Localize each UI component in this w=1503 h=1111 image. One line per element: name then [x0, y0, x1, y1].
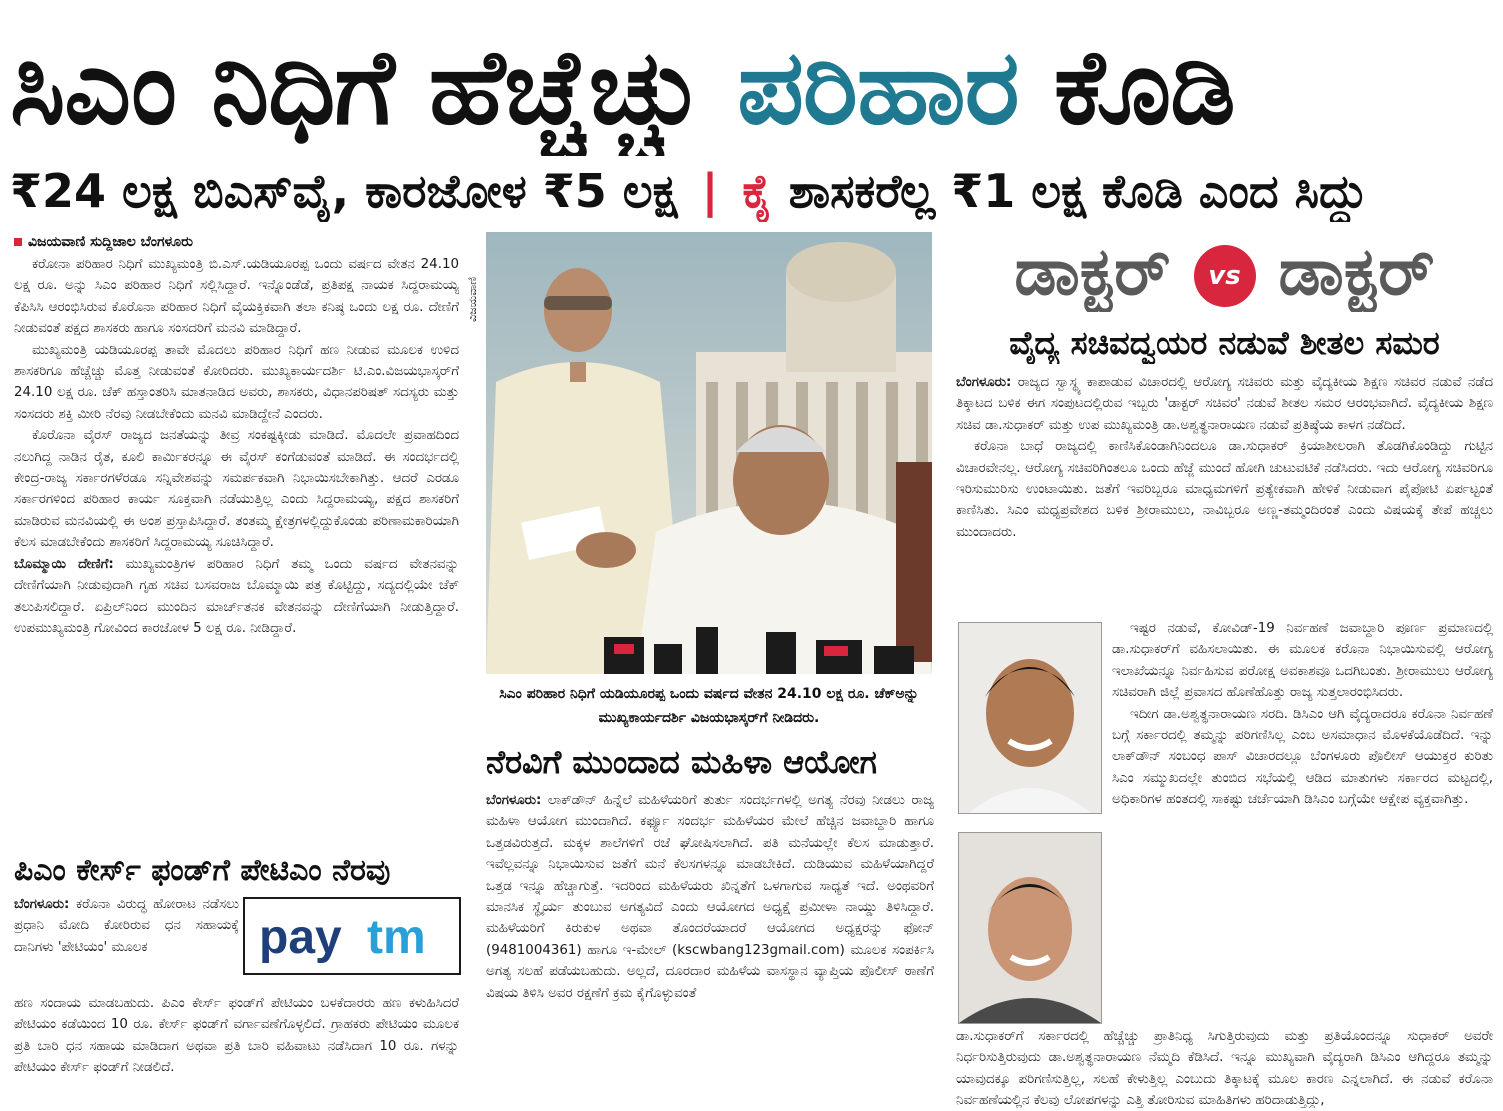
left-article-body	[14, 254, 459, 840]
paytm-heading: ಪಿಎಂ ಕೇರ್ಸ್ ಫಂಡ್‌ಗೆ ಪೇಟಿಎಂ ನೆರವು	[14, 853, 391, 888]
doctor-para2: ಕರೊನಾ ಬಾಧೆ ರಾಜ್ಯದಲ್ಲಿ ಕಾಣಿಸಿಕೊಂಡಾಗಿನಿಂದಲೂ ಡಾ.ಸುಧಾಕರ್ ಕ್ರಿಯಾಶೀಲರಾಗಿ ತೊಡಗಿಕೊಂಡಿದ್ದು ಗುಟ್ಟಿನ ವಿಚಾರವೇನಲ್ಲ. ಆರೋಗ್ಯ ಸಚಿವರಿಗಿಂತಲೂ ಒಂದು ಹೆಜ್ಜೆ ಮುಂದೆ ಹೋಗಿ ಚುಟುವಟಿಕೆ ನಡೆಸಿದರು. ಇದು ಆರೋಗ್ಯ ಸಚಿವರಿಗೂ ಇರಿಸುಮುರಿಸು ಉಂಟಾಯಿತು. ಜತೆಗೆ ಇವರಿಬ್ಬರೂ ಮಾಧ್ಯಮಗಳಿಗೆ ಪ್ರತ್ಯೇಕವಾಗಿ ಹೇಳಿಕೆ ನೀಡುವಾಗ ಪೈಪೋಟಿ ಏರ್ಪಟ್ಟಂತೆ ಕಾಣಿಸಿತು. ಸಿಎಂ ಮಧ್ಯಪ್ರವೇಶದ ಬಳಿಕ ಶ್ರೀರಾಮುಲು, ನಾವಿಬ್ಬರೂ ಅಣ್ಣ-ತಮ್ಮಂದಿರಂತೆ ಎಂದು ವಿಷಯಕ್ಕೆ ತೇಪೆ ಹಚ್ಚಲು ಮುಂದಾದರು.	[956, 439, 1493, 540]
paytm-lead: ಬೆಂಗಳೂರು:	[14, 897, 70, 912]
photo-caption: ಸಿಎಂ ಪರಿಹಾರ ನಿಧಿಗೆ ಯಡಿಯೂರಪ್ಪ ಒಂದು ವರ್ಷದ ವೇತನ 24.10 ಲಕ್ಷ ರೂ. ಚೆಕ್‌ಅನ್ನು ಮುಖ್ಯಕಾರ್ಯದರ್ಶಿ ವಿಜಯಭಾಸ್ಕರ್‌ಗೆ ನೀಡಿದರು.	[499, 686, 919, 726]
press-photo-image	[486, 232, 932, 674]
paytm-text-wide: ಹಣ ಸಂದಾಯ ಮಾಡಬಹುದು. ಪಿಎಂ ಕೇರ್ಸ್ ಫಂಡ್‌ಗೆ ಪೇಟಿಯಂ ಬಳಕೆದಾರರು ಹಣ ಕಳುಹಿಸಿದರೆ ಪೇಟಿಯಂ ಕಡೆಯಿಂದ 10 ರೂ. ಕೇರ್ಸ್ ಫಂಡ್‌ಗೆ ವರ್ಗಾವಣೆಗೊಳ್ಳಲಿದೆ. ಗ್ರಾಹಕರು ಪೇಟಿಯಂ ಮೂಲಕ ಪ್ರತಿ ಬಾರಿ ಧನ ಸಹಾಯ ಮಾಡಿದಾಗ ಅಥವಾ ಪ್ರತಿ ಬಾರಿ ವಹಿವಾಟು ನಡೆಸಿದಾಗ 10 ರೂ. ಗಳನ್ನು ಪೇಟಿಯಂ ಕೇರ್ಸ್ ಫಂಡ್‌ಗೆ ನೀಡಲಿದೆ.	[14, 996, 459, 1076]
sudhakar-photo	[958, 622, 1102, 814]
women-body	[486, 790, 934, 1106]
subheadline	[10, 160, 1493, 222]
main-headline	[10, 18, 1493, 156]
women-lead: ಬೆಂಗಳೂರು:	[486, 793, 542, 808]
paytm-text-narrow: ಕರೊನಾ ವಿರುದ್ಧ ಹೋರಾಟ ನಡೆಸಲು ಪ್ರಧಾನಿ ಮೋದಿ ಕೋರಿರುವ ಧನ ಸಹಾಯಕ್ಕೆ ದಾನಿಗಳು 'ಪೇಟಿಯಂ' ಮೂಲಕ	[14, 897, 239, 955]
paytm-logo-pay: pay	[259, 911, 342, 964]
left-article-paragraph: ಮುಖ್ಯಮಂತ್ರಿ ಯಡಿಯೂರಪ್ಪ ತಾವೇ ಮೊದಲು ಪರಿಹಾರ ನಿಧಿಗೆ ಹಣ ನೀಡುವ ಮೂಲಕ ಉಳಿದ ಶಾಸಕರಿಗೂ ಹೆಚ್ಚೆಚ್ಚು ಮೊತ್ತ ನೀಡುವಂತೆ ಕೋರಿದರು. ಮುಖ್ಯಕಾರ್ಯದರ್ಶಿ ಟಿ.ಎಂ.ವಿಜಯಭಾಸ್ಕರ್‌ಗೆ 24.10 ಲಕ್ಷ ರೂ. ಚೆಕ್ ಹಸ್ತಾಂತರಿಸಿ ಮಾತನಾಡಿದ ಅವರು, ಶಾಸಕರು, ವಿಧಾನಪರಿಷತ್ ಸದಸ್ಯರು ಮತ್ತು ಸಂಸದರು ಶಕ್ತಿ ಮೀರಿ ನೆರವು ನೀಡಬೇಕೆಂದು ಮನವಿ ಮಾಡಿದ್ದೇನೆ ಎಂದರು.	[14, 342, 459, 422]
doctor-body-side	[1112, 618, 1493, 1050]
doctor-lead: ಬೆಂಗಳೂರು:	[956, 375, 1012, 390]
left-article-byline: ವಿಜಯವಾಣಿ ಸುದ್ದಿಜಾಲ ಬೆಂಗಳೂರು	[14, 232, 454, 252]
doctor-title-left: ಡಾಕ್ಟರ್	[1014, 233, 1171, 310]
subhead-hand: ಕೈ	[742, 164, 773, 218]
doctor-para5: ಡಾ.ಸುಧಾಕರ್‌ಗೆ ಸರ್ಕಾರದಲ್ಲಿ ಹೆಚ್ಚೆಚ್ಚು ಪ್ರಾತಿನಿಧ್ಯ ಸಿಗುತ್ತಿರುವುದು ಮತ್ತು ಪ್ರತಿಯೊಂದನ್ನೂ ಸುಧಾಕರ್ ಅವರೇ ನಿರ್ಧರಿಸುತ್ತಿರುವುದು ಡಾ.ಅಶ್ವತ್ಥನಾರಾಯಣ ನೆಮ್ಮದಿ ಕೆಡಿಸಿದೆ. ಇನ್ನೂ ಮುಖ್ಯವಾಗಿ ವೈದ್ಯರಾಗಿ ಡಿಸಿಎಂ ಆಗಿದ್ದರೂ ತಮ್ಮನ್ನು ಯಾವುದಕ್ಕೂ ಪರಿಗಣಿಸುತ್ತಿಲ್ಲ, ಸಲಹೆ ಕೇಳುತ್ತಿಲ್ಲ ಎಂಬುದು ತಿಕ್ಕಾಟಕ್ಕೆ ಮೂಲ ಕಾರಣ ಎನ್ನಲಾಗಿದೆ. ಈ ನಡುವೆ ಕರೊನಾ ನಿರ್ವಹಣೆಯಲ್ಲಿನ ಕೆಲವು ಲೋಪಗಳನ್ನು ಎತ್ತಿ ತೋರಿಸುವ ಮಾಹಿತಿಗಳು ಹರಿದಾಡುತ್ತಿದ್ದು,	[956, 1029, 1493, 1108]
headline-part2: ಕೊಡಿ	[1053, 26, 1235, 148]
headline-accent: ಪರಿಹಾರ	[737, 26, 1019, 148]
paytm-logo	[243, 897, 461, 975]
portrait-icon	[959, 623, 1101, 813]
paytm-body-wide	[14, 993, 459, 1105]
paytm-body-narrow	[14, 894, 239, 992]
doctor-para4: ಇದೀಗ ಡಾ.ಅಶ್ವತ್ಥನಾರಾಯಣ ಸರದಿ. ಡಿಸಿಎಂ ಆಗಿ ವೈದ್ಯರಾದರೂ ಕರೊನಾ ನಿರ್ವಹಣೆ ಬಗ್ಗೆ ಸರ್ಕಾರದಲ್ಲಿ ತಮ್ಮನ್ನು ಪರಿಗಣಿಸಿಲ್ಲ ಎಂಬ ಅಸಮಾಧಾನ ಮೊಳಕೆಯೊಡೆದಿದೆ. ಇನ್ನು ಲಾಕ್‌ಡೌನ್ ಸಂಬಂಧ ಪಾಸ್ ವಿಚಾರದಲ್ಲೂ ಬೆಂಗಳೂರು ಪೊಲೀಸ್ ಆಯುಕ್ತರ ಕುರಿತು ಸಿಎಂ ಸಮ್ಮುಖದಲ್ಲೇ ತುಂಬಿದ ಸಭೆಯಲ್ಲಿ ಆಡಿದ ಮಾತುಗಳು ಸರ್ಕಾರದ ಮಟ್ಟದಲ್ಲಿ, ಅಧಿಕಾರಿಗಳ ಹಂತದಲ್ಲಿ ಸಾಕಷ್ಟು ಚರ್ಚೆಯಾಗಿ ಡಿಸಿಎಂ ಬಗ್ಗೆಯೇ ಆಕ್ಷೇಪ ವ್ಯಕ್ತವಾಗಿತ್ತು.	[1112, 706, 1493, 808]
doctor-title	[956, 232, 1493, 312]
women-heading: ನೆರವಿಗೆ ಮುಂದಾದ ಮಹಿಳಾ ಆಯೋಗ	[486, 743, 877, 781]
doctor-para3: ಇಷ್ಟರ ನಡುವೆ, ಕೋವಿಡ್-19 ನಿರ್ವಹಣೆ ಜವಾಬ್ದಾರಿ ಪೂರ್ಣ ಪ್ರಮಾಣದಲ್ಲಿ ಡಾ.ಸುಧಾಕರ್‌ಗೆ ವಹಿಸಲಾಯಿತು. ಈ ಮೂಲಕ ಕರೊನಾ ನಿಭಾಯಿಸುವಲ್ಲಿ ಆರೋಗ್ಯ ಇಲಾಖೆಯನ್ನೂ ನಿರ್ವಹಿಸುವ ಪರೋಕ್ಷ ಅವಕಾಶವೂ ಒದಗಿಬಂತು. ಶ್ರೀರಾಮುಲು ಆರೋಗ್ಯ ಸಚಿವರಾಗಿ ಜಿಲ್ಲೆ ಪ್ರವಾಸದ ಹೊಣೆಹೊತ್ತು ರಾಜ್ಯ ಸುತ್ತಲಾರಂಭಿಸಿದರು.	[1112, 621, 1493, 701]
doctor-subtitle: ವೈದ್ಯ ಸಚಿವದ್ವಯರ ನಡುವೆ ಶೀತಲ ಸಮರ	[1009, 324, 1440, 362]
subhead-separator: |	[701, 164, 719, 218]
bommai-lead: ಬೊಮ್ಮಾಯಿ ದೇಣಿಗೆ:	[14, 556, 114, 572]
bommai-paragraph	[14, 554, 459, 640]
byline-marker-icon	[14, 238, 22, 246]
portrait-icon	[959, 833, 1101, 1023]
women-text: ಲಾಕ್‌ಡೌನ್ ಹಿನ್ನೆಲೆ ಮಹಿಳೆಯರಿಗೆ ತುರ್ತು ಸಂದರ್ಭಗಳಲ್ಲಿ ಅಗತ್ಯ ನೆರವು ನೀಡಲು ರಾಜ್ಯ ಮಹಿಳಾ ಆಯೋಗ ಮುಂದಾಗಿದೆ. ಕರ್ಫ್ಯೂ ಸಂದರ್ಭ ಮಹಿಳೆಯರ ಮೇಲೆ ಹೆಚ್ಚಿನ ಜವಾಬ್ದಾರಿ ಹಾಗೂ ಒತ್ತಡವಿರುತ್ತದೆ. ಮಕ್ಕಳ ಶಾಲೆಗಳಿಗೆ ರಜೆ ಘೋಷಿಸಲಾಗಿದೆ. ಪತಿ ಮನೆಯಲ್ಲೇ ಕೆಲಸ ಮಾಡುತ್ತಾರೆ. ಇವೆಲ್ಲವನ್ನೂ ನಿಭಾಯಿಸುವ ಜತೆಗೆ ಮನೆ ಕೆಲಸಗಳನ್ನೂ ಮಾಡಬೇಕಿದೆ. ದುಡಿಯುವ ಮಹಿಳೆಯಾಗಿದ್ದರೆ ಒತ್ತಡ ಇನ್ನೂ ಹೆಚ್ಚಾಗುತ್ತೆ. ಇದರಿಂದ ಮಹಿಳೆಯರು ಖಿನ್ನತೆಗೆ ಒಳಗಾಗುವ ಸಾಧ್ಯತೆ ಇದೆ. ಅಂಥವರಿಗೆ ಮಾನಸಿಕ ಸ್ಥೈರ್ಯ ತುಂಬುವ ಅಗತ್ಯವಿದೆ ಎಂದು ಆಯೋಗದ ಅಧ್ಯಕ್ಷೆ ಪ್ರಮೀಳಾ ನಾಯ್ಡು ತಿಳಿಸಿದ್ದಾರೆ. ಮಹಿಳೆಯರಿಗೆ ಕಿರುಕುಳ ಅಥವಾ ತೊಂದರೆಯಾದರೆ ಆಯೋಗದ ಅಧ್ಯಕ್ಷರನ್ನು ಫೋನ್ (9481004361) ಹಾಗೂ ಇ-ಮೇಲ್ (kscwbang123gmail.com) ಮೂಲಕ ಸಂಪರ್ಕಿಸಿ ಅಗತ್ಯ ಸಲಹೆ ಪಡೆಯಬಹುದು. ಅಲ್ಲದೆ, ದೂರದಾರ ಮಹಿಳೆಯ ವಾಸಸ್ಥಾನ ವ್ಯಾಪ್ತಿಯ ಪೊಲೀಸ್ ಠಾಣೆಗೆ ವಿಷಯ ತಿಳಿಸಿ ಅವರ ರಕ್ಷಣೆಗೆ ಕ್ರಮ ಕೈಗೊಳ್ಳುವಂತೆ	[486, 793, 934, 1001]
doctor-title-right: ಡಾಕ್ಟರ್	[1278, 233, 1435, 310]
photo-credit: ವಿಜಯವಾಣಿ	[466, 276, 479, 322]
doctor-body-bottom	[956, 1026, 1493, 1108]
subhead-right: ಶಾಸಕರೆಲ್ಲ ₹1 ಲಕ್ಷ ಕೊಡಿ ಎಂದ ಸಿದ್ದು	[788, 164, 1368, 218]
bommai-text: ಮುಖ್ಯಮಂತ್ರಿಗಳ ಪರಿಹಾರ ನಿಧಿಗೆ ತಮ್ಮ ಒಂದು ವರ್ಷದ ವೇತನವನ್ನು ದೇಣಿಗೆಯಾಗಿ ನೀಡುವುದಾಗಿ ಗೃಹ ಸಚಿವ ಬಸವರಾಜ ಬೊಮ್ಮಾಯಿ ಪತ್ರ ಕೊಟ್ಟಿದ್ದು, ಸದ್ಯದಲ್ಲಿಯೇ ಚೆಕ್ ತಲುಪಿಸಲಿದ್ದಾರೆ. ಏಪ್ರಿಲ್‌ನಿಂದ ಮುಂದಿನ ಮಾರ್ಚ್‌ತನಕ ವೇತನವನ್ನು ದೇಣಿಗೆಯಾಗಿ ನೀಡುತ್ತಿದ್ದಾರೆ. ಉಪಮುಖ್ಯಮಂತ್ರಿ ಗೋವಿಂದ ಕಾರಜೋಳ 5 ಲಕ್ಷ ರೂ. ನೀಡಿದ್ದಾರೆ.	[14, 556, 459, 636]
doctor-para1: ರಾಜ್ಯದ ಸ್ವಾಸ್ಥ್ಯ ಕಾಪಾಡುವ ವಿಚಾರದಲ್ಲಿ ಆರೋಗ್ಯ ಸಚಿವರು ಮತ್ತು ವೈದ್ಯಕೀಯ ಶಿಕ್ಷಣ ಸಚಿವರ ನಡುವೆ ನಡೆದ ತಿಕ್ಕಾಟದ ಬಳಿಕ ಈಗ ಸಂಪುಟದಲ್ಲಿರುವ ಇಬ್ಬರು 'ಡಾಕ್ಟರ್ ಸಚಿವರ' ನಡುವೆ ಶೀತಲ ಸಮರ ಆರಂಭವಾಗಿದೆ. ವೈದ್ಯಕೀಯ ಶಿಕ್ಷಣ ಸಚಿವ ಡಾ.ಸುಧಾಕರ್ ಮತ್ತು ಉಪ ಮುಖ್ಯಮಂತ್ರಿ ಡಾ.ಅಶ್ವತ್ಥನಾರಾಯಣ ನಡುವೆ ಪ್ರತಿಷ್ಠೆಯ ಕಾಳಗ ನಡೆದಿದೆ.	[956, 375, 1493, 433]
left-article-paragraph: ಕೊರೊನಾ ವೈರಸ್ ರಾಜ್ಯದ ಜನತೆಯನ್ನು ತೀವ್ರ ಸಂಕಷ್ಟಕ್ಕೀಡು ಮಾಡಿದೆ. ಮೊದಲೇ ಪ್ರವಾಹದಿಂದ ನಲುಗಿದ್ದ ನಾಡಿನ ರೈತ, ಕೂಲಿ ಕಾರ್ಮಿಕರನ್ನೂ ಈ ವೈರಸ್ ಕಂಗೆಡುವಂತೆ ಮಾಡಿದೆ. ಈ ಸಂದರ್ಭದಲ್ಲಿ ಕೇಂದ್ರ-ರಾಜ್ಯ ಸರ್ಕಾರಗಳೆರಡೂ ಸನ್ನಿವೇಶವನ್ನು ಸಮರ್ಪಕವಾಗಿ ನಿಭಾಯಿಸಬೇಕಾಗಿತ್ತು. ಆದರೆ ಎರಡೂ ಸರ್ಕಾರಗಳಿಂದ ಪರಿಹಾರ ಕಾರ್ಯ ಸೂಕ್ತವಾಗಿ ನಡೆಯುತ್ತಿಲ್ಲ ಎಂದು ಸಿದ್ದರಾಮಯ್ಯ, ಪಕ್ಷದ ಶಾಸಕರಿಗೆ ಮಾಡಿರುವ ಮನವಿಯಲ್ಲಿ ಈ ಅಂಶ ಪ್ರಸ್ತಾಪಿಸಿದ್ದಾರೆ. ತಂತಮ್ಮ ಕ್ಷೇತ್ರಗಳಲ್ಲಿದ್ದುಕೊಂಡು ಪರಿಣಾಮಕಾರಿಯಾಗಿ ಕೆಲಸ ಮಾಡಬೇಕೆಂದು ಶಾಸಕರಿಗೆ ಸಿದ್ದರಾಮಯ್ಯ ಸೂಚಿಸಿದ್ದಾರೆ.	[14, 428, 459, 551]
doctor-body-top	[956, 372, 1493, 614]
headline-part1: ಸಿಎಂ ನಿಧಿಗೆ ಹೆಚ್ಚೆಚ್ಚು	[10, 26, 703, 148]
paytm-logo-tm: tm	[367, 911, 426, 964]
paytm-logo-icon	[245, 899, 459, 973]
subhead-left: ₹24 ಲಕ್ಷ ಬಿಎಸ್‌ವೈ, ಕಾರಜೋಳ ₹5 ಲಕ್ಷ	[10, 164, 678, 218]
ashwathnarayan-photo	[958, 832, 1102, 1024]
press-photo	[486, 232, 932, 674]
vs-badge: vs	[1194, 245, 1256, 307]
left-article-paragraph: ಕರೋನಾ ಪರಿಹಾರ ನಿಧಿಗೆ ಮುಖ್ಯಮಂತ್ರಿ ಬಿ.ಎಸ್.ಯಡಿಯೂರಪ್ಪ ಒಂದು ವರ್ಷದ ವೇತನ 24.10 ಲಕ್ಷ ರೂ. ಅನ್ನು ಸಿಎಂ ಪರಿಹಾರ ನಿಧಿಗೆ ಸಲ್ಲಿಸಿದ್ದಾರೆ. ಇನ್ನೊಂಡೆಡೆ, ಪ್ರತಿಪಕ್ಷ ನಾಯಕ ಸಿದ್ದರಾಮಯ್ಯ ಕೆಪಿಸಿಸಿ ಆರಂಭಿಸಿರುವ ಕೊರೊನಾ ಪರಿಹಾರ ನಿಧಿಗೆ ವೈಯಕ್ತಿಕವಾಗಿ ತಲಾ ಕನಿಷ್ಠ ಒಂದು ಲಕ್ಷ ರೂ. ದೇಣಿಗೆ ನೀಡುವಂತೆ ಪಕ್ಷದ ಶಾಸಕರು ಹಾಗೂ ಸಂಸದರಿಗೆ ಮನವಿ ಮಾಡಿದ್ದಾರೆ.	[14, 257, 459, 337]
